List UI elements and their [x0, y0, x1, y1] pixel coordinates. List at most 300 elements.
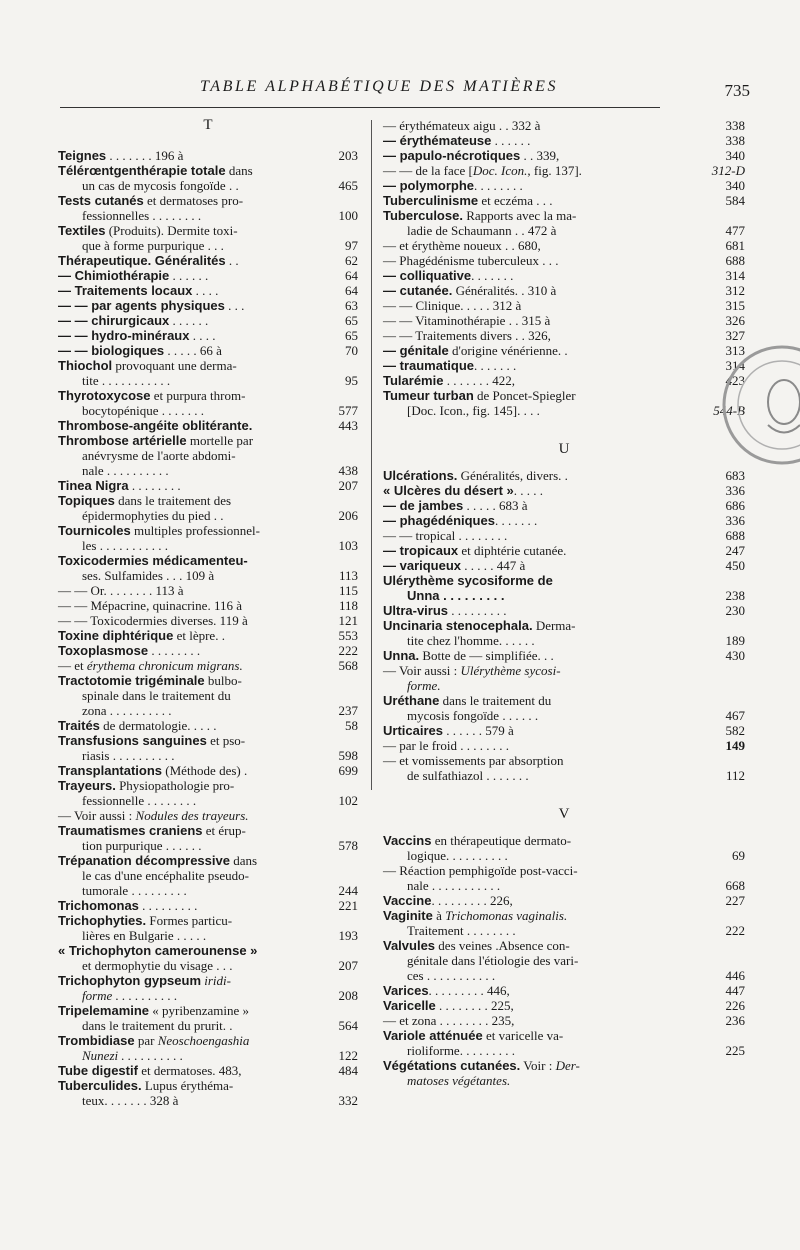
entry-text: . . . . . . . . [148, 643, 201, 658]
header-rule [60, 107, 660, 108]
entry-heading: Tractotomie trigéminale [58, 673, 205, 688]
index-entry [383, 148, 745, 163]
index-entry [383, 498, 745, 513]
entry-continuation: Nunezi . . . . . . . . . . [82, 1048, 184, 1063]
page-reference: 577 [338, 403, 358, 418]
index-entry [383, 298, 745, 313]
index-entry [383, 618, 745, 648]
page-reference: 313 [725, 343, 745, 358]
entry-heading: Toxicodermies médicamenteu- [58, 553, 248, 568]
entry-text: . . . . . . . . [128, 478, 181, 493]
entry-text: Physiopathologie pro- [115, 778, 235, 793]
index-entry [58, 253, 358, 268]
entry-heading: Tumeur turban [383, 388, 474, 403]
index-entry [383, 558, 745, 573]
index-entry [58, 493, 358, 523]
page-reference: 222 [725, 923, 745, 938]
page-reference: 203 [338, 148, 358, 163]
page-reference: 118 [338, 598, 358, 613]
index-entry [383, 283, 745, 298]
page-reference: 189 [725, 633, 745, 648]
entry-continuation: fessionnelle . . . . . . . . [82, 793, 197, 808]
index-entry [383, 693, 745, 723]
entry-italic: érythema chronicum migrans. [86, 658, 243, 673]
page-reference: 237 [338, 703, 358, 718]
index-entry [383, 603, 745, 618]
index-entry [58, 388, 358, 418]
entry-heading: — — par agents physiques [58, 298, 225, 313]
entry-text: — par le froid . . . . . . . . [383, 738, 510, 753]
entry-text: et pso- [206, 733, 246, 748]
entry-text: Rapports avec la ma- [462, 208, 577, 223]
entries-t-continued [383, 118, 745, 418]
entry-text: des veines .Absence con- [435, 938, 570, 953]
page-reference: 312 [725, 283, 745, 298]
index-entry [58, 328, 358, 343]
index-entry [58, 148, 358, 163]
entry-heading: Tournicoles [58, 523, 131, 538]
entry-text: . . . . . [513, 483, 544, 498]
index-entry [58, 973, 358, 1003]
entry-text: — et [58, 658, 87, 673]
entry-text: . . . [224, 298, 245, 313]
page-reference: 340 [725, 148, 745, 163]
page-reference: 683 [725, 468, 745, 483]
index-entry [58, 778, 358, 808]
entry-heading: Traités [58, 718, 100, 733]
entry-continuation: Traitement . . . . . . . . [407, 923, 516, 938]
page-reference: 332 [338, 1093, 358, 1108]
entry-text: — — de la face [ [383, 163, 473, 178]
entry-heading: Trichophyton gypseum [58, 973, 202, 988]
entry-text: mortelle par [186, 433, 254, 448]
index-entry [58, 673, 358, 718]
entry-continuation: épidermophyties du pied . . [82, 508, 224, 523]
entry-text: . . . . . . . 422, [443, 373, 515, 388]
entry-text: — — Traitements divers . . 326, [383, 328, 551, 343]
page-reference: 207 [338, 478, 358, 493]
index-entry [383, 1013, 745, 1028]
page-reference: 326 [725, 313, 745, 328]
index-entry [58, 583, 358, 598]
entry-continuation: rioliforme. . . . . . . . . [407, 1043, 515, 1058]
entry-text: et lèpre. . [173, 628, 225, 643]
index-entry [58, 763, 358, 778]
entry-heading: Tuberculose. [383, 208, 463, 223]
index-entry [58, 733, 358, 763]
entry-text: . . . . [192, 283, 219, 298]
entry-text: par [134, 1033, 158, 1048]
entry-text: — — Toxicodermies diverses. 119 à [58, 613, 248, 628]
entry-text: — — Clinique. . . . . 312 à [383, 298, 522, 313]
entry-continuation: tumorale . . . . . . . . . [82, 883, 187, 898]
page-reference: 340 [725, 178, 745, 193]
entry-heading: Thrombose artérielle [58, 433, 187, 448]
index-entry [58, 1078, 358, 1108]
entry-continuation: mycosis fongoïde . . . . . . [407, 708, 539, 723]
entry-continuation: bocytopénique . . . . . . . [82, 403, 205, 418]
entry-heading: Tuberculinisme [383, 193, 479, 208]
entry-heading: — traumatique [383, 358, 475, 373]
page-reference: 121 [338, 613, 358, 628]
page-reference: 65 [345, 313, 358, 328]
page-reference: 247 [725, 543, 745, 558]
entry-heading: Trombidiase [58, 1033, 135, 1048]
entry-text: et dermatoses pro- [143, 193, 244, 208]
index-entry [58, 1003, 358, 1033]
index-entry [58, 913, 358, 943]
index-entry [383, 133, 745, 148]
page-header [60, 78, 750, 108]
entry-heading: — variqueux [383, 558, 462, 573]
index-entry [58, 283, 358, 298]
entry-heading: « Ulcères du désert » [383, 483, 514, 498]
entry-italic: Doc. Icon. [472, 163, 528, 178]
entry-text: . . . . . . . [471, 268, 514, 283]
entry-heading: Tinea Nigra [58, 478, 129, 493]
index-entry [383, 253, 745, 268]
page-reference: 450 [725, 558, 745, 573]
entry-heading: — Traitements locaux [58, 283, 193, 298]
index-entry [383, 373, 745, 388]
entry-heading: — polymorphe [383, 178, 475, 193]
page-reference: 115 [338, 583, 358, 598]
entry-continuation: que à forme purpurique . . . [82, 238, 224, 253]
index-entry [383, 998, 745, 1013]
entry-heading: Trichophyties. [58, 913, 147, 928]
page-reference: 314 [725, 268, 745, 283]
index-entry [383, 388, 745, 418]
entry-text: . . . . . 683 à [463, 498, 528, 513]
entry-text: — Voir aussi : [58, 808, 136, 823]
section-letter-v: V [558, 806, 570, 822]
entry-text: dans le traitement des [114, 493, 232, 508]
entry-text: — et vomissements par absorption [383, 753, 564, 768]
entry-heading: Varicelle [383, 998, 436, 1013]
entry-text: et purpura throm- [150, 388, 246, 403]
page-reference: 226 [725, 998, 745, 1013]
entry-heading: Toxine diphtérique [58, 628, 174, 643]
page-reference: 582 [725, 723, 745, 738]
page-reference: 95 [345, 373, 358, 388]
entry-heading: Textiles [58, 223, 106, 238]
entry-continuation: nale . . . . . . . . . . [82, 463, 169, 478]
index-entry [383, 908, 745, 938]
entry-text: . . [225, 253, 239, 268]
left-column [58, 118, 358, 1108]
index-entry [58, 898, 358, 913]
entry-heading: Thrombose-angéite oblitérante. [58, 418, 253, 433]
index-entry [58, 853, 358, 898]
page-reference: 236 [725, 1013, 745, 1028]
index-entry [58, 613, 358, 628]
index-entry [58, 658, 358, 673]
entry-text: (Produits). Dermite toxi- [105, 223, 238, 238]
index-entry [383, 863, 745, 893]
index-entry [383, 738, 745, 753]
entry-heading: Vaginite [383, 908, 433, 923]
entry-continuation: matoses végétantes. [407, 1073, 511, 1088]
entry-text: et diphtérie cutanée. [458, 543, 567, 558]
index-entry [58, 553, 358, 583]
entry-continuation: zona . . . . . . . . . . [82, 703, 172, 718]
page-reference: 338 [725, 133, 745, 148]
page-reference: 467 [725, 708, 745, 723]
entry-heading: — de jambes [383, 498, 464, 513]
entry-heading: Trayeurs. [58, 778, 116, 793]
page-reference: 544-B [713, 403, 745, 418]
page-reference: 208 [338, 988, 358, 1003]
entry-continuation: forme. [407, 678, 441, 693]
entry-heading: Topiques [58, 493, 115, 508]
page-reference: 103 [338, 538, 358, 553]
entry-continuation: logique. . . . . . . . . . [407, 848, 508, 863]
page-reference: 564 [338, 1018, 358, 1033]
entry-text: . . . . . . . . . [448, 603, 507, 618]
entry-heading: Transfusions sanguines [58, 733, 207, 748]
entry-heading: — — biologiques [58, 343, 165, 358]
entry-heading: Varices [383, 983, 429, 998]
entry-text: à [432, 908, 446, 923]
page-reference: 465 [338, 178, 358, 193]
page-reference: 222 [338, 643, 358, 658]
entry-italic: Neoschoengashia [157, 1033, 250, 1048]
page-reference: 97 [345, 238, 358, 253]
entry-text: — — tropical . . . . . . . . [383, 528, 508, 543]
entry-heading: Tuberculides. [58, 1078, 142, 1093]
entry-text: — et érythème noueux . . 680, [383, 238, 541, 253]
entry-heading: — — hydro-minéraux [58, 328, 190, 343]
entry-heading: Tests cutanés [58, 193, 144, 208]
page-reference: 149 [725, 738, 745, 753]
entry-heading: — érythémateuse [383, 133, 492, 148]
entry-heading: — génitale [383, 343, 449, 358]
page-reference: 447 [725, 983, 745, 998]
page-reference: 63 [345, 298, 358, 313]
page-reference: 312-D [711, 163, 745, 178]
entry-heading: Tularémie [383, 373, 444, 388]
entry-heading: — Chimiothérapie [58, 268, 170, 283]
entry-text: . . . . . . . 196 à [106, 148, 184, 163]
entry-heading: — cutanée. [383, 283, 453, 298]
page-reference: 64 [345, 283, 358, 298]
entry-text: et dermatoses. 483, [137, 1063, 242, 1078]
entry-text: — érythémateux aigu . . 332 à [383, 118, 541, 133]
page-reference: 338 [725, 118, 745, 133]
index-entry [383, 723, 745, 738]
entry-text: . . . . . . . [494, 513, 538, 528]
index-entry [383, 983, 745, 998]
page-reference: 314 [725, 358, 745, 373]
index-entry [383, 1028, 745, 1058]
entry-text: et érup- [202, 823, 246, 838]
page-reference: 69 [732, 848, 745, 863]
index-entry [383, 193, 745, 208]
index-entry [383, 893, 745, 908]
index-entry [58, 268, 358, 283]
entry-text: . . . . . . [169, 268, 209, 283]
entry-text: Voir : [520, 1058, 556, 1073]
entry-text: Généralités, divers. . [457, 468, 568, 483]
index-entry [58, 163, 358, 193]
entry-text: Derma- [532, 618, 576, 633]
entry-heading: — — chirurgicaux [58, 313, 170, 328]
entry-text: « pyribenzamine » [149, 1003, 250, 1018]
entry-text: — — Vitaminothérapie . . 315 à [383, 313, 551, 328]
page-reference: 122 [338, 1048, 358, 1063]
entry-text: . . . . . . . . . 446, [428, 983, 510, 998]
page-reference: 230 [725, 603, 745, 618]
entry-text: en thérapeutique dermato- [431, 833, 572, 848]
entry-text: dans le traitement du [439, 693, 552, 708]
entry-heading: Variole atténuée [383, 1028, 483, 1043]
entry-continuation: un cas de mycosis fongoïde . . [82, 178, 239, 193]
entry-italic: iridi- [204, 973, 231, 988]
page-reference: 58 [345, 718, 358, 733]
index-entry [383, 343, 745, 358]
index-entry [58, 313, 358, 328]
page-reference: 446 [725, 968, 745, 983]
page-reference: 193 [338, 928, 358, 943]
index-entry [58, 1063, 358, 1078]
index-entry [58, 808, 358, 823]
entry-heading: Transplantations [58, 763, 163, 778]
entry-continuation: nale . . . . . . . . . . . [407, 878, 501, 893]
library-stamp [722, 330, 800, 480]
index-entry [383, 468, 745, 483]
page-reference: 64 [345, 268, 358, 283]
page-reference: 688 [725, 253, 745, 268]
entry-heading: Trépanation décompressive [58, 853, 230, 868]
page-reference: 553 [338, 628, 358, 643]
page-reference: 112 [725, 768, 745, 783]
page-reference: 598 [338, 748, 358, 763]
entry-text: de Poncet-Spiegler [473, 388, 576, 403]
entry-heading: Teignes [58, 148, 107, 163]
index-entry [383, 358, 745, 373]
entry-continuation: tite chez l'homme. . . . . . [407, 633, 535, 648]
entry-continuation: anévrysme de l'aorte abdomi- [82, 448, 236, 463]
index-entry [383, 238, 745, 253]
page-reference: 315 [725, 298, 745, 313]
page-number: 735 [724, 81, 750, 100]
entry-continuation: et dermophytie du visage . . . [82, 958, 233, 973]
entry-text: Botte de — simplifiée. . . [419, 648, 554, 663]
entry-continuation: ces . . . . . . . . . . . [407, 968, 496, 983]
index-entry [383, 513, 745, 528]
entry-heading: — papulo-nécrotiques [383, 148, 521, 163]
index-entry [58, 1033, 358, 1063]
entry-continuation: dans le traitement du prurit. . [82, 1018, 233, 1033]
entry-heading: Vaccine [383, 893, 432, 908]
page-reference: 62 [345, 253, 358, 268]
page-reference: 484 [338, 1063, 358, 1078]
index-entry [383, 648, 745, 663]
entry-continuation: génitale dans l'étiologie des vari- [407, 953, 579, 968]
entry-heading: Ulcérations. [383, 468, 458, 483]
entry-text: Généralités. . 310 à [452, 283, 557, 298]
entry-heading: Télérœntgenthérapie totale [58, 163, 226, 178]
page-reference: 225 [725, 1043, 745, 1058]
column-divider [371, 120, 372, 790]
index-entry [383, 268, 745, 283]
page-reference: 423 [725, 373, 745, 388]
entry-italic: Trichomonas vaginalis. [445, 908, 568, 923]
page-reference: 568 [338, 658, 358, 673]
entry-text: . . . . . . . [474, 358, 517, 373]
page-reference: 430 [725, 648, 745, 663]
entries-t [58, 148, 358, 1108]
page-reference: 578 [338, 838, 358, 853]
entry-text: — Réaction pemphigoïde post-vacci- [383, 863, 578, 878]
entry-heading: Ulérythème sycosiforme de [383, 573, 553, 588]
entry-italic: Ulérythème sycosi- [460, 663, 561, 678]
entry-continuation: lières en Bulgarie . . . . . [82, 928, 207, 943]
index-entry [383, 753, 745, 783]
index-entry [58, 943, 358, 973]
entry-heading: Uncinaria stenocephala. [383, 618, 533, 633]
entry-text: et eczéma . . . [478, 193, 553, 208]
entry-heading: Urticaires [383, 723, 443, 738]
entry-heading: Uréthane [383, 693, 440, 708]
entry-heading: Ultra-virus [383, 603, 449, 618]
entry-text: — et zona . . . . . . . . 235, [383, 1013, 515, 1028]
entry-continuation: Unna . . . . . . . . . [407, 588, 505, 603]
index-entry [58, 418, 358, 433]
page-reference: 443 [338, 418, 358, 433]
entry-text: (Méthode des) . [162, 763, 248, 778]
index-entry [383, 528, 745, 543]
page-reference: 207 [338, 958, 358, 973]
section-letter-t: T [203, 117, 213, 133]
entries-u [383, 468, 745, 783]
entry-text: — Phagédénisme tuberculeux . . . [383, 253, 559, 268]
entry-continuation: tion purpurique . . . . . . [82, 838, 202, 853]
page-reference: 244 [338, 883, 358, 898]
page-reference: 327 [725, 328, 745, 343]
entry-continuation: les . . . . . . . . . . . [82, 538, 168, 553]
page-reference: 221 [338, 898, 358, 913]
entry-heading: Thyrotoxycose [58, 388, 151, 403]
index-entry [383, 663, 745, 693]
entry-text: de dermatologie. . . . . [99, 718, 217, 733]
entry-text: et varicelle va- [482, 1028, 564, 1043]
entry-text: . . . . . . . . . [138, 898, 198, 913]
entry-heading: Traumatismes craniens [58, 823, 203, 838]
entry-continuation: le cas d'une encéphalite pseudo- [82, 868, 249, 883]
entry-heading: Thiochol [58, 358, 113, 373]
entry-continuation: tite . . . . . . . . . . . [82, 373, 171, 388]
index-entry [383, 483, 745, 498]
entry-heading: Tripelemamine [58, 1003, 150, 1018]
page-reference: 688 [725, 528, 745, 543]
page-reference: 336 [725, 513, 745, 528]
index-entry [383, 938, 745, 983]
entry-italic: Nodules des trayeurs. [135, 808, 249, 823]
page-reference: 438 [338, 463, 358, 478]
page-reference: 699 [338, 763, 358, 778]
page-reference: 227 [725, 893, 745, 908]
entry-text: multiples professionnel- [130, 523, 260, 538]
page-reference: 584 [725, 193, 745, 208]
index-entry [383, 833, 745, 863]
page-reference: 113 [338, 568, 358, 583]
page-reference: 65 [345, 328, 358, 343]
index-entry [58, 298, 358, 313]
entry-text: — — Or. . . . . . . . 113 à [58, 583, 184, 598]
entry-heading: — phagédéniques [383, 513, 495, 528]
entry-text: . . . . [189, 328, 216, 343]
